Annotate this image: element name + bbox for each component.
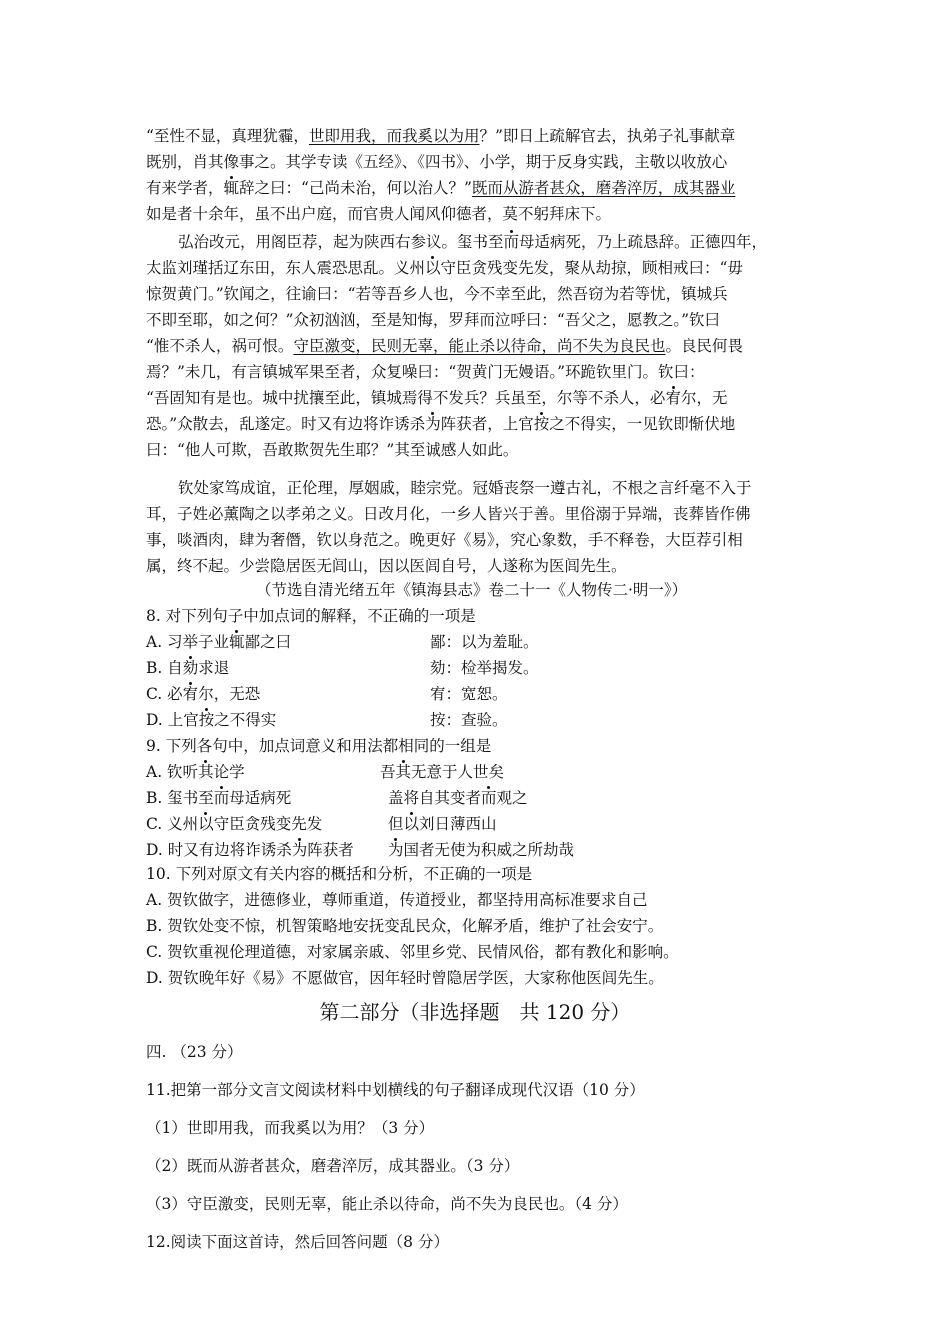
text: 按：查验。 xyxy=(430,711,508,729)
q9-option-d xyxy=(146,838,354,862)
text: “至性不显，真理犹霾， xyxy=(146,127,309,145)
passage-line xyxy=(146,386,727,410)
text: 盖将自其变者 xyxy=(388,789,482,807)
passage-line xyxy=(146,554,627,578)
text: D. 贺钦晚年好《易》不愿做官，因年轻时曾隐居学医，大家称他医闾先生。 xyxy=(146,969,664,987)
text: 12.阅读下面这首诗，然后回答问题（8 分） xyxy=(146,1233,449,1251)
text: （节选自清光绪五年《镇海县志》卷二十一《人物传二·明一》） xyxy=(256,581,688,599)
dotted-word: 为 xyxy=(425,415,441,433)
q10-option-d xyxy=(146,966,664,990)
dotted-word: 辄 xyxy=(229,633,245,651)
passage-line xyxy=(146,502,751,526)
text: 9. 下列各句中，加点词意义和用法都相同的一组是 xyxy=(146,737,492,755)
text: 惊贺黄门。”钦闻之，往谕曰：“若等吾乡人也，今不幸至此，然吾窃为若等忧，镇城兵 xyxy=(146,285,728,303)
text: “吾固知有是也。城中扰攘至此，镇城焉得不发兵？兵虽至，尔等不杀人，必 xyxy=(146,389,666,407)
text: 不即至耶，如之何？”众初汹汹，至是知悔，罗拜而泣呼曰：“吾父之，愿教之。”钦曰 xyxy=(146,311,721,329)
text: 10. 下列对原文有关内容的概括和分析，不正确的一项是 xyxy=(146,865,533,883)
text: 吾 xyxy=(380,763,396,781)
text: 第二部分（非选择题 共 120 分） xyxy=(319,1000,631,1024)
dotted-word: 为 xyxy=(291,841,308,859)
underlined-sentence: 世即用我，而我奚以为用 xyxy=(308,127,480,145)
text: 求退 xyxy=(198,659,230,677)
q9-option-c xyxy=(146,812,322,836)
dotted-word: 以 xyxy=(403,815,420,833)
q8-option-b-explanation xyxy=(430,656,539,680)
text: 鄙之曰 xyxy=(244,633,292,651)
text: 曰：“他人可欺，吾敢欺贺先生耶？”其至诚感人如此。 xyxy=(146,441,519,459)
passage-line xyxy=(146,528,743,552)
dotted-word: 其 xyxy=(395,763,412,781)
text: 11.把第一部分文言文阅读材料中划横线的句子翻译成现代汉语（10 分） xyxy=(146,1081,645,1099)
question-8-stem xyxy=(146,604,476,628)
text: 阵获者 xyxy=(307,841,354,859)
q11-item-3 xyxy=(146,1192,628,1216)
question-10-stem xyxy=(146,862,532,886)
text: 阵获者，上官 xyxy=(440,415,534,433)
text: 辞之曰：“己尚未治，何以治人？” xyxy=(239,179,472,197)
text: 四. （23 分） xyxy=(146,1043,243,1061)
text: A. 习举子业 xyxy=(146,633,230,651)
text: 母适病死 xyxy=(229,789,292,807)
dotted-word: 按 xyxy=(198,711,215,729)
text: A. 钦听 xyxy=(146,763,199,781)
dotted-word: 按 xyxy=(533,415,550,433)
text: 属，终不起。少尝隐居医无闾山，因以医闾自号，人遂称为医闾先生。 xyxy=(146,557,627,575)
q10-option-c xyxy=(146,940,679,964)
text: 弘治改元，用阁臣荐，起为陕西右参议。玺书至 xyxy=(178,233,504,251)
text: B. 玺书至 xyxy=(146,789,214,807)
q8-option-a-explanation xyxy=(430,630,539,654)
dotted-word: 以 xyxy=(198,815,214,833)
text: 劾：检举揭发。 xyxy=(430,659,539,677)
text: 论学 xyxy=(213,763,245,781)
q9-option-a xyxy=(146,760,245,784)
q8-option-d-explanation xyxy=(430,708,508,732)
dotted-word: 而 xyxy=(481,789,497,807)
passage-line xyxy=(146,360,705,384)
passage-line xyxy=(146,282,728,306)
text: 恐。”众散去，乱遂定。时又有边将诈诱杀 xyxy=(146,415,426,433)
text: 如是者十余年，虽不出户庭，而官贵人闻风仰德者，莫不躬拜床下。 xyxy=(146,205,612,223)
text: 守臣贪残变先发 xyxy=(213,815,323,833)
passage-source xyxy=(256,578,687,602)
question-12-stem xyxy=(146,1230,449,1254)
dotted-word: 而 xyxy=(213,789,230,807)
q9-option-b-pair xyxy=(388,786,528,810)
q8-option-c xyxy=(146,682,260,706)
text: 。良民何畏 xyxy=(665,337,743,355)
text: 国者无使为积威之所劫哉 xyxy=(403,841,575,859)
text: 鄙：以为羞耻。 xyxy=(430,633,539,651)
text: C. 义州 xyxy=(146,815,199,833)
text: 尔，无恐 xyxy=(198,685,261,703)
passage-line xyxy=(146,176,735,200)
q8-option-d xyxy=(146,708,276,732)
q8-option-c-explanation xyxy=(430,682,508,706)
q9-option-a-pair xyxy=(380,760,504,784)
dotted-word: 辄 xyxy=(223,179,240,197)
text: C. 必 xyxy=(146,685,183,703)
passage-line xyxy=(146,438,518,462)
text: 焉？”未几，有言镇城军果至者，众复噪曰：“贺黄门无嫚语。”环跪钦里门。钦曰： xyxy=(146,363,705,381)
dotted-word: 为 xyxy=(388,841,404,859)
passage-line xyxy=(146,412,735,436)
passage-line xyxy=(146,202,611,226)
dotted-word: 宥 xyxy=(665,389,681,407)
text: 但 xyxy=(388,815,404,833)
text: （3）守臣激变，民则无辜，能止杀以待命，尚不失为良民也。（4 分） xyxy=(146,1195,628,1213)
text: 宥：宽恕。 xyxy=(430,685,508,703)
text: 观之 xyxy=(496,789,528,807)
text: 刘日薄西山 xyxy=(419,815,497,833)
dotted-word: 宥 xyxy=(182,685,199,703)
dotted-word: 而 xyxy=(503,233,520,251)
text: 8. 对下列句子中加点词的解释，不正确的一项是 xyxy=(146,607,476,625)
q10-option-a xyxy=(146,888,648,912)
text: （2）既而从游者甚众，磨砻淬厉，成其器业。（3 分） xyxy=(146,1157,520,1175)
q8-option-a xyxy=(146,630,291,654)
text: D. 上官 xyxy=(146,711,199,729)
text: B. 自 xyxy=(146,659,183,677)
q8-option-b xyxy=(146,656,229,680)
underlined-sentence: 既而从游者甚众，磨砻淬厉，成其器业 xyxy=(471,179,736,197)
text: 守臣贪残变先发，聚从劫掠，顾相戒曰：“毋 xyxy=(440,259,743,277)
q9-option-b xyxy=(146,786,291,810)
text: 尔，无 xyxy=(680,389,728,407)
passage-line xyxy=(178,476,752,500)
text: A. 贺钦做字，进德修业，尊师重道，传道授业，都坚持用高标准要求自己 xyxy=(146,891,648,909)
question-11-stem xyxy=(146,1078,645,1102)
q10-option-b xyxy=(146,914,663,938)
text: “惟不杀人，祸可恨。 xyxy=(146,337,294,355)
text: C. 贺钦重视伦理道德，对家属亲戚、邻里乡党、民情风俗，都有教化和影响。 xyxy=(146,943,679,961)
text: D. 时又有边将诈诱杀 xyxy=(146,841,292,859)
text: 钦处家笃成谊，正伦理，厚姻戚，睦宗党。冠婚丧祭一遵古礼，不根之言纤毫不入于 xyxy=(178,479,752,497)
text: 事，啖酒肉，肆为奢僭，钦以身范之。晚更好《易》，究心象数，手不释卷，大臣荐引相 xyxy=(146,531,743,549)
question-9-stem xyxy=(146,734,491,758)
text: 母适病死，乃上疏恳辞。正德四年， xyxy=(519,233,768,251)
text: B. 贺钦处变不惊，机智策略地安抚变乱民众，化解矛盾，维护了社会安宁。 xyxy=(146,917,664,935)
passage-line xyxy=(146,308,720,332)
passage-line xyxy=(146,150,727,174)
passage-line xyxy=(146,124,735,148)
q9-option-c-pair xyxy=(388,812,497,836)
text: 无意于人世矣 xyxy=(411,763,505,781)
text: 有来学者， xyxy=(146,179,224,197)
section-four-label xyxy=(146,1040,243,1064)
part-two-heading xyxy=(0,998,950,1026)
underlined-sentence: 守臣激变，民则无辜，能止杀以待命，尚不失为良民也 xyxy=(293,337,666,355)
text: 太监刘瑾括辽东田，东人震恐思乱。义州 xyxy=(146,259,426,277)
q11-item-1 xyxy=(146,1116,434,1140)
dotted-word: 劾 xyxy=(182,659,199,677)
q11-item-2 xyxy=(146,1154,519,1178)
dotted-word: 其 xyxy=(198,763,214,781)
text: 耳，子姓必薰陶之以孝弟之义。日改月化，一乡人皆兴于善。里俗溺于异端，丧葬皆作佛 xyxy=(146,505,751,523)
q9-option-d-pair xyxy=(388,838,574,862)
passage-line xyxy=(178,230,767,254)
dotted-word: 以 xyxy=(425,259,441,277)
passage-line xyxy=(146,334,743,358)
passage-line xyxy=(146,256,743,280)
text: 既别，肖其像事之。其学专读《五经》、《四书》、小学，期于反身实践，主敬以收放心 xyxy=(146,153,728,171)
text: 之不得实，一见钦即惭伏地 xyxy=(549,415,736,433)
text: （1）世即用我，而我奚以为用？（3 分） xyxy=(146,1119,435,1137)
text: ？”即日上疏解官去，执弟子礼事献章 xyxy=(479,127,736,145)
text: 之不得实 xyxy=(214,711,277,729)
